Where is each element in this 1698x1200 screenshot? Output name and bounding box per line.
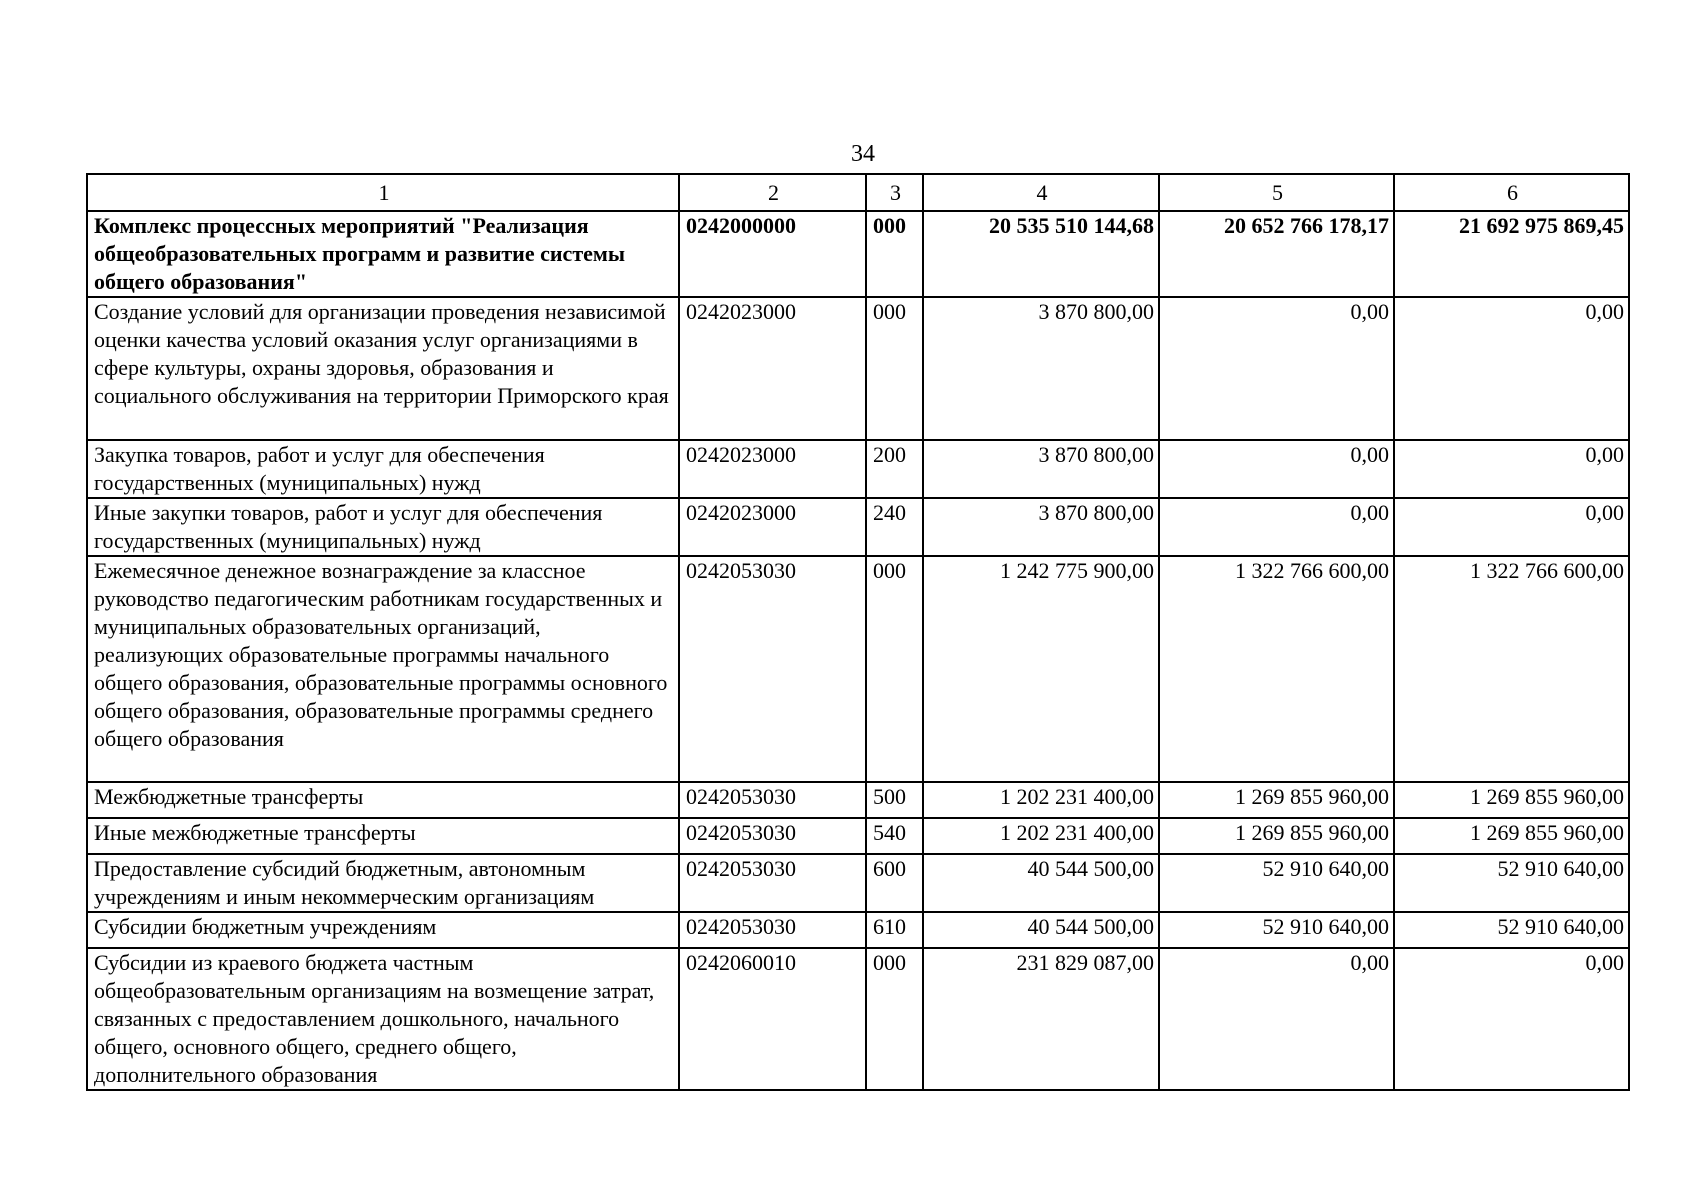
row-expense-type: 000 (866, 556, 923, 782)
row-expense-type: 000 (866, 297, 923, 440)
row-target-code: 0242060010 (679, 948, 866, 1090)
row-expense-type: 000 (866, 211, 923, 297)
page-number: 34 (851, 141, 875, 167)
row-amount-year-2: 20 652 766 178,17 (1159, 211, 1394, 297)
row-name: Создание условий для организации проведения независимой оценки качества условий оказания услуг организациями в сфере культуры, охраны здоровья, образования и социального обслуживания на территории Приморского края (87, 297, 679, 440)
row-expense-type: 200 (866, 440, 923, 498)
row-amount-year-1: 3 870 800,00 (923, 440, 1159, 498)
table-row (87, 948, 1629, 1090)
row-amount-year-1: 3 870 800,00 (923, 297, 1159, 440)
row-name: Закупка товаров, работ и услуг для обеспечения государственных (муниципальных) нужд (87, 440, 679, 498)
row-target-code: 0242023000 (679, 498, 866, 556)
row-amount-year-2: 52 910 640,00 (1159, 854, 1394, 912)
row-name: Субсидии бюджетным учреждениям (87, 912, 679, 948)
row-amount-year-3: 1 269 855 960,00 (1394, 782, 1629, 818)
row-amount-year-1: 3 870 800,00 (923, 498, 1159, 556)
row-expense-type: 610 (866, 912, 923, 948)
row-target-code: 0242053030 (679, 556, 866, 782)
row-name: Иные межбюджетные трансферты (87, 818, 679, 854)
table-row (87, 297, 1629, 440)
row-target-code: 0242053030 (679, 854, 866, 912)
row-target-code: 0242053030 (679, 782, 866, 818)
row-amount-year-2: 0,00 (1159, 948, 1394, 1090)
row-target-code: 0242000000 (679, 211, 866, 297)
row-amount-year-1: 20 535 510 144,68 (923, 211, 1159, 297)
table-row (87, 782, 1629, 818)
row-amount-year-1: 40 544 500,00 (923, 854, 1159, 912)
row-name: Предоставление субсидий бюджетным, автономным учреждениям и иным некоммерческим организациям (87, 854, 679, 912)
column-header-6: 6 (1394, 174, 1629, 211)
table-row (87, 854, 1629, 912)
column-header-1: 1 (87, 174, 679, 211)
column-header-5: 5 (1159, 174, 1394, 211)
row-amount-year-1: 40 544 500,00 (923, 912, 1159, 948)
row-amount-year-3: 52 910 640,00 (1394, 912, 1629, 948)
row-expense-type: 000 (866, 948, 923, 1090)
row-amount-year-3: 21 692 975 869,45 (1394, 211, 1629, 297)
row-expense-type: 540 (866, 818, 923, 854)
row-target-code: 0242053030 (679, 818, 866, 854)
table-row (87, 498, 1629, 556)
row-amount-year-2: 0,00 (1159, 498, 1394, 556)
row-expense-type: 600 (866, 854, 923, 912)
column-header-3: 3 (866, 174, 923, 211)
row-expense-type: 240 (866, 498, 923, 556)
row-amount-year-2: 1 322 766 600,00 (1159, 556, 1394, 782)
budget-table (86, 173, 1630, 1091)
row-target-code: 0242023000 (679, 440, 866, 498)
row-amount-year-3: 0,00 (1394, 498, 1629, 556)
row-amount-year-1: 1 202 231 400,00 (923, 782, 1159, 818)
row-amount-year-3: 52 910 640,00 (1394, 854, 1629, 912)
row-name: Комплекс процессных мероприятий "Реализация общеобразовательных программ и развитие системы общего образования" (87, 211, 679, 297)
table-row (87, 440, 1629, 498)
row-amount-year-2: 52 910 640,00 (1159, 912, 1394, 948)
row-target-code: 0242053030 (679, 912, 866, 948)
row-name: Иные закупки товаров, работ и услуг для обеспечения государственных (муниципальных) нужд (87, 498, 679, 556)
row-amount-year-3: 0,00 (1394, 948, 1629, 1090)
table-row (87, 818, 1629, 854)
row-name: Субсидии из краевого бюджета частным общеобразовательным организациям на возмещение затрат, связанных с предоставлением дошкольного, начального общего, основного общего, среднего общего, дополнительного образования (87, 948, 679, 1090)
row-amount-year-3: 0,00 (1394, 297, 1629, 440)
row-expense-type: 500 (866, 782, 923, 818)
row-amount-year-2: 0,00 (1159, 297, 1394, 440)
column-header-2: 2 (679, 174, 866, 211)
row-name: Межбюджетные трансферты (87, 782, 679, 818)
row-target-code: 0242023000 (679, 297, 866, 440)
row-amount-year-3: 1 269 855 960,00 (1394, 818, 1629, 854)
row-amount-year-2: 0,00 (1159, 440, 1394, 498)
row-amount-year-1: 1 202 231 400,00 (923, 818, 1159, 854)
column-header-4: 4 (923, 174, 1159, 211)
row-amount-year-1: 231 829 087,00 (923, 948, 1159, 1090)
table-row (87, 556, 1629, 782)
table-row (87, 211, 1629, 297)
row-amount-year-2: 1 269 855 960,00 (1159, 818, 1394, 854)
row-name: Ежемесячное денежное вознаграждение за классное руководство педагогическим работникам государственных и муниципальных образовательных организаций, реализующих образовательные программы начального общего образования, образовательные программы основного общего образования, образовательные программы среднего общего образования (87, 556, 679, 782)
row-amount-year-3: 1 322 766 600,00 (1394, 556, 1629, 782)
table-row (87, 912, 1629, 948)
row-amount-year-1: 1 242 775 900,00 (923, 556, 1159, 782)
row-amount-year-3: 0,00 (1394, 440, 1629, 498)
row-amount-year-2: 1 269 855 960,00 (1159, 782, 1394, 818)
column-number-row (87, 174, 1629, 211)
